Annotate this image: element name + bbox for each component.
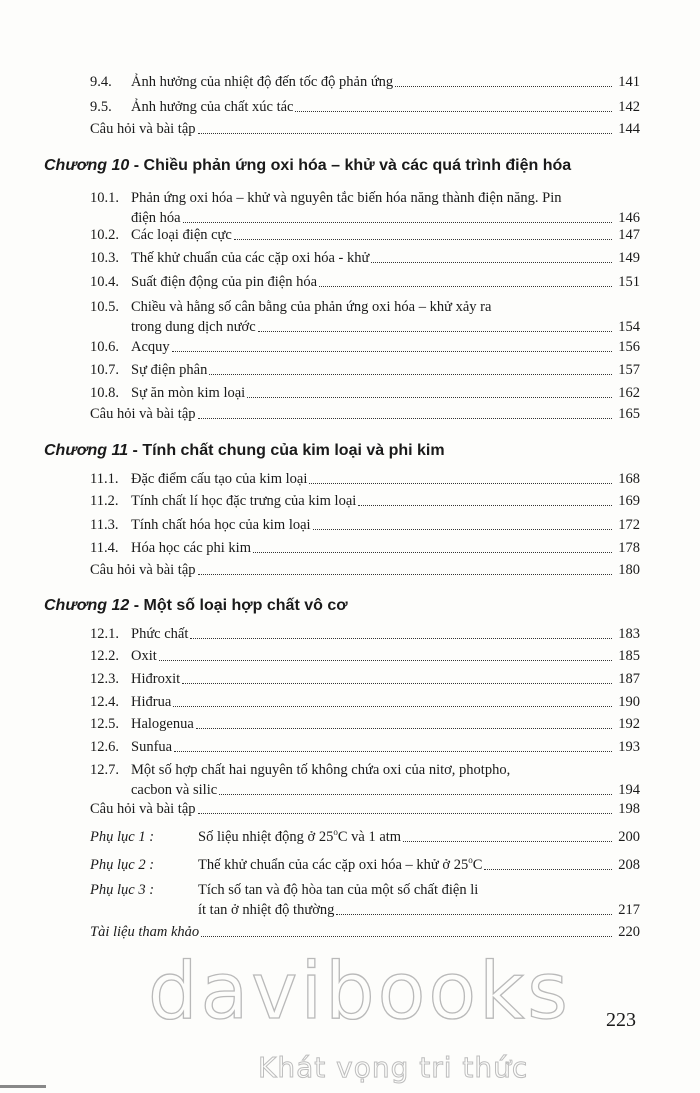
entry-number: 9.5.: [90, 99, 112, 115]
toc-entry: 10.4. Suất điện động của pin điện hóa 151: [90, 274, 640, 290]
entry-page: 141: [618, 74, 640, 90]
entry-title-cont: điện hóa: [131, 210, 181, 226]
chapter-heading: Chương 12 - Một số loại hợp chất vô cơ: [44, 597, 348, 614]
toc-entry: 12.3. Hiđroxit 187: [90, 671, 640, 687]
entry-page: 144: [618, 121, 640, 137]
toc-entry: Câu hỏi và bài tập 165: [90, 406, 640, 422]
toc-appendix: Phụ lục 1 : Số liệu nhiệt động ở 25$^o$C và 1 atm 200: [90, 827, 640, 845]
entry-page: 146: [618, 210, 640, 226]
toc-entry: 10.6. Acquy 156: [90, 339, 640, 355]
chapter-heading: Chương 11 - Tính chất chung của kim loại và phi kim: [44, 442, 445, 459]
page-number: 223: [606, 1009, 636, 1031]
entry-title: Ảnh hưởng của chất xúc tác: [131, 99, 294, 115]
toc-entry: 12.1. Phức chất 183: [90, 626, 640, 642]
entry-title: Câu hỏi và bài tập: [90, 121, 196, 137]
toc-entry: 11.2. Tính chất lí học đặc trưng của kim loại 169: [90, 493, 640, 509]
chapter-heading: Chương 10 - Chiều phản ứng oxi hóa – khử và các quá trình điện hóa: [44, 157, 572, 174]
toc-references: Tài liệu tham khảo 220: [90, 924, 640, 940]
toc-entry: 10.7. Sự điện phân 157: [90, 362, 640, 378]
entry-number: 9.4.: [90, 74, 112, 90]
entry-number: 10.1.: [90, 190, 119, 206]
toc-entry: 11.3. Tính chất hóa học của kim loại 172: [90, 517, 640, 533]
toc-entry: 12.7. Một số hợp chất hai nguyên tố không chứa oxi của nitơ, photpho, cacbon và silic 194: [90, 762, 640, 798]
entry-title: Ảnh hưởng của nhiệt độ đến tốc độ phản ứng: [131, 74, 394, 90]
toc-entry: 12.2. Oxit 185: [90, 648, 640, 664]
toc-entry: 12.4. Hiđrua 190: [90, 694, 640, 710]
toc-entry: 11.1. Đặc điểm cấu tạo của kim loại 168: [90, 471, 640, 487]
toc-entry: [90, 119, 640, 139]
toc-entry: 10.3. Thế khử chuẩn của các cặp oxi hóa - khử 149: [90, 250, 640, 266]
toc-entry: Câu hỏi và bài tập 198: [90, 801, 640, 817]
toc-entry: [90, 188, 640, 228]
toc-entry: [90, 72, 640, 92]
edge-mark: [0, 1085, 46, 1088]
entry-title: Phản ứng oxi hóa – khử và nguyên tắc biến hóa năng thành điện năng. Pin: [131, 190, 562, 206]
toc-entry: 11.4. Hóa học các phi kim 178: [90, 540, 640, 556]
toc-entry: [90, 97, 640, 117]
entry-page: 142: [618, 99, 640, 115]
toc-entry: Câu hỏi và bài tập 180: [90, 562, 640, 578]
watermark-brand: davibooks: [148, 947, 571, 1037]
toc-entry: 12.6. Sunfua 193: [90, 739, 640, 755]
watermark-tagline: Khát vọng tri thức: [258, 1051, 529, 1084]
toc-entry: 10.5. Chiều và hằng số cân bằng của phản ứng oxi hóa – khử xảy ra trong dung dịch nước 154: [90, 299, 640, 335]
toc-entry: 10.2. Các loại điện cực 147: [90, 227, 640, 243]
toc-entry: 10.8. Sự ăn mòn kim loại 162: [90, 385, 640, 401]
toc-appendix: Phụ lục 3 : Tích số tan và độ hòa tan của một số chất điện li ít tan ở nhiệt độ thường 217: [90, 882, 640, 918]
toc-appendix: Phụ lục 2 : Thế khử chuẩn của các cặp oxi hóa – khử ở 25$^o$C 208: [90, 855, 640, 873]
toc-entry: 12.5. Halogenua 192: [90, 716, 640, 732]
